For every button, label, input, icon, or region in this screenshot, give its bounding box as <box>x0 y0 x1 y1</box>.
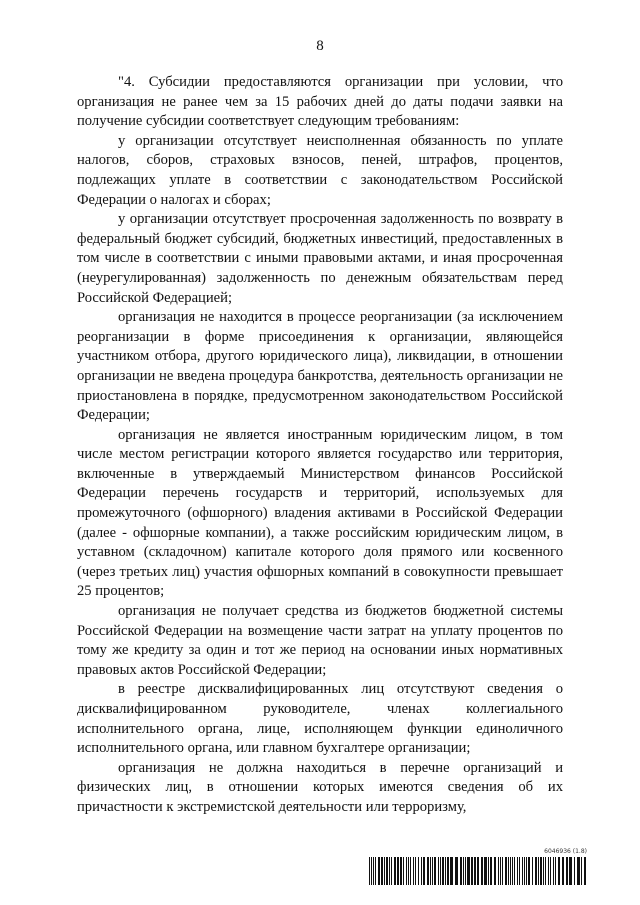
paragraph: организация не должна находиться в перечне организаций и физических лиц, в отношении которых имеются сведения об их причастности к экстремистской деятельности или терроризму, <box>77 759 563 815</box>
document-body <box>77 73 563 818</box>
paragraph: у организации отсутствует просроченная задолженность по возврату в федеральный бюджет субсидий, бюджетных инвестиций, предоставленных в том числе в соответствии с иными правовыми актами, и иная просроченная (неурегулированная) задолженность по денежным обязательствам перед Российской Федерацией; <box>77 211 563 306</box>
document-id-label: 6046936 (1.8) <box>544 848 587 855</box>
paragraph: в реестре дисквалифицированных лиц отсутствуют сведения о дисквалифицированном руководителе, членах коллегиального исполнительного органа, лице, исполняющем функции единоличного исполнительного органа, или главном бухгалтере организации; <box>77 681 563 757</box>
paragraph: организация не находится в процессе реорганизации (за исключением реорганизации в форме присоединения к организации, являющейся участником отбора, другого юридического лица), ликвидации, в отношении организации не введена процедура банкротства, деятельность организации не приостановлена в порядке, предусмотренном законодательством Российской Федерации; <box>77 309 563 424</box>
barcode-block <box>369 848 587 888</box>
paragraph: организация не получает средства из бюджетов бюджетной системы Российской Федерации на возмещение части затрат на уплату процентов по тому же кредиту за один и тот же период на основании иных нормативных правовых актов Российской Федерации; <box>77 603 563 678</box>
page-number: 8 <box>316 38 324 54</box>
paragraph: "4. Субсидии предоставляются организации при условии, что организация не ранее чем за 15 рабочих дней до даты подачи заявки на получение субсидии соответствует следующим требованиям: <box>77 74 563 130</box>
paragraph: у организации отсутствует неисполненная обязанность по уплате налогов, сборов, страховых взносов, пеней, штрафов, процентов, подлежащих уплате в соответствии с законодательством Российской Федерации о налогах и сборах; <box>77 132 563 208</box>
barcode-icon <box>369 857 587 885</box>
paragraph: организация не является иностранным юридическим лицом, в том числе местом регистрации которого является государство или территория, включенные в утверждаемый Министерством финансов Российской Федерации перечень государств и территорий, используемых для промежуточного (офшорного) владения активами в Российской Федерации (далее - офшорные компании), а также российским юридическим лицом, в уставном (складочном) капитале которого доля прямого или косвенного (через третьих лиц) участия офшорных компаний в совокупности превышает 25 процентов; <box>77 426 563 600</box>
